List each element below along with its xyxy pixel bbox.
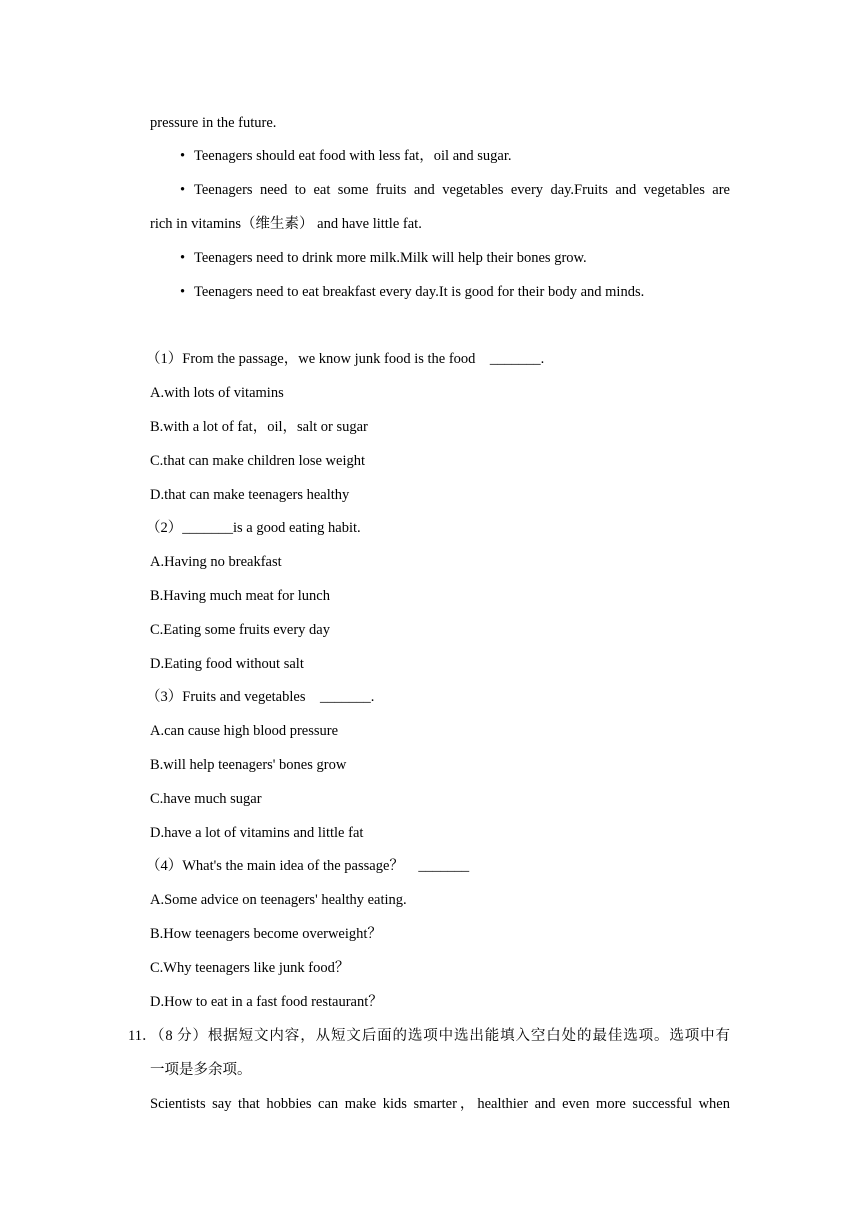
bullet-icon: • bbox=[180, 284, 186, 300]
option-2a: A.Having no breakfast bbox=[150, 554, 282, 570]
question-stem-3: （3）Fruits and vegetables _______. bbox=[146, 689, 375, 705]
option-3b: B.will help teenagers' bones grow bbox=[150, 757, 347, 773]
question-11-instruction: （8 分）根据短文内容，从短文后面的选项中选出能填入空白处的最佳选项。选项中有 bbox=[150, 1028, 730, 1044]
bullet-icon: • bbox=[180, 182, 186, 198]
bullet-item-1 bbox=[180, 147, 512, 165]
option-3d: D.have a lot of vitamins and little fat bbox=[150, 825, 364, 841]
option-4a: A.Some advice on teenagers' healthy eating. bbox=[150, 892, 407, 908]
option-2d: D.Eating food without salt bbox=[150, 656, 304, 672]
bullet-item-4 bbox=[180, 283, 644, 301]
question-11-passage-start: Scientists say that hobbies can make kids smarter，healthier and even more successful when bbox=[150, 1096, 730, 1112]
question-11-instruction-continued: 一项是多余项。 bbox=[150, 1062, 252, 1078]
bullet-item-2 bbox=[180, 181, 730, 199]
bullet-icon: • bbox=[180, 148, 186, 164]
option-1b: B.with a lot of fat，oil，salt or sugar bbox=[150, 419, 368, 435]
bullet-item-2-continuation: rich in vitamins（维生素） and have little fat. bbox=[150, 216, 422, 232]
option-4c: C.Why teenagers like junk food？ bbox=[150, 960, 350, 976]
option-1a: A.with lots of vitamins bbox=[150, 385, 284, 401]
bullet-icon: • bbox=[180, 250, 186, 266]
option-3a: A.can cause high blood pressure bbox=[150, 723, 339, 739]
question-number-11: 11． bbox=[128, 1028, 157, 1044]
bullet-text: Teenagers need to eat some fruits and vegetables every day.Fruits and vegetables are bbox=[194, 182, 730, 198]
option-1d: D.that can make teenagers healthy bbox=[150, 487, 350, 503]
option-4d: D.How to eat in a fast food restaurant？ bbox=[150, 994, 383, 1010]
bullet-text: Teenagers should eat food with less fat，oil and sugar. bbox=[194, 148, 512, 164]
question-stem-4: （4）What's the main idea of the passage？ _______ bbox=[146, 858, 470, 874]
bullet-text: Teenagers need to drink more milk.Milk will help their bones grow. bbox=[194, 250, 587, 266]
bullet-text: Teenagers need to eat breakfast every day.It is good for their body and minds. bbox=[194, 284, 645, 300]
question-stem-1: （1）From the passage，we know junk food is the food _______. bbox=[146, 351, 545, 367]
option-1c: C.that can make children lose weight bbox=[150, 453, 366, 469]
option-2b: B.Having much meat for lunch bbox=[150, 588, 330, 604]
option-2c: C.Eating some fruits every day bbox=[150, 622, 330, 638]
passage-continuation: pressure in the future. bbox=[150, 115, 277, 131]
option-4b: B.How teenagers become overweight？ bbox=[150, 926, 382, 942]
bullet-item-3 bbox=[180, 249, 587, 267]
question-stem-2: （2）_______is a good eating habit. bbox=[146, 520, 361, 536]
option-3c: C.have much sugar bbox=[150, 791, 262, 807]
